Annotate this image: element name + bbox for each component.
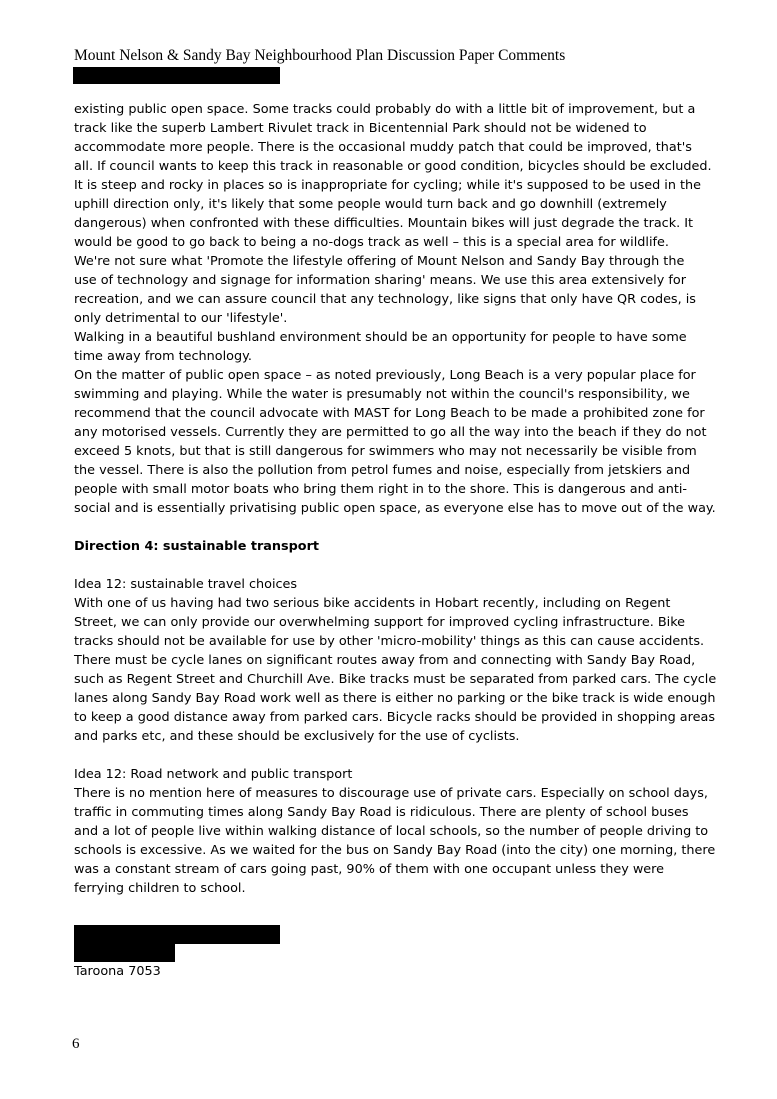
blank-line xyxy=(74,518,714,537)
text-line: ferrying children to school. xyxy=(74,881,246,896)
subheading: Idea 12: Road network and public transport xyxy=(74,767,353,782)
text-line: swimming and playing. While the water is presumably not within the council's responsibility, we xyxy=(74,387,690,402)
text-line: all. If council wants to keep this track in reasonable or good condition, bicycles should be excluded. xyxy=(74,159,712,174)
text-line: There must be cycle lanes on significant routes away from and connecting with Sandy Bay Road, xyxy=(74,653,696,668)
redacted-block-signature-name xyxy=(74,925,280,944)
text-line: people with small motor boats who bring them right in to the shore. This is dangerous and anti- xyxy=(74,482,688,497)
signature-location: Taroona 7053 xyxy=(74,964,161,979)
document-body xyxy=(74,100,717,898)
text-line: tracks should not be available for use by other 'micro-mobility' things as this can cause accidents. xyxy=(74,634,705,649)
text-line: schools is excessive. As we waited for the bus on Sandy Bay Road (into the city) one morning, there xyxy=(74,843,716,858)
text-line: to keep a good distance away from parked cars. Bicycle racks should be provided in shopping areas xyxy=(74,710,715,725)
text-line: was a constant stream of cars going past, 90% of them with one occupant unless they were xyxy=(74,862,665,877)
text-line: any motorised vessels. Currently they are permitted to go all the way into the beach if they do not xyxy=(74,425,707,440)
text-line: lanes along Sandy Bay Road work well as there is either no parking or the bike track is wide enough xyxy=(74,691,716,706)
section-heading: Direction 4: sustainable transport xyxy=(74,539,320,554)
text-line: use of technology and signage for information sharing' means. We use this area extensively for xyxy=(74,273,686,288)
text-line: With one of us having had two serious bike accidents in Hobart recently, including on Regent xyxy=(74,596,671,611)
redacted-block-header xyxy=(73,67,280,84)
text-line: time away from technology. xyxy=(74,349,252,364)
text-line: It is steep and rocky in places so is inappropriate for cycling; while it's supposed to be used in the xyxy=(74,178,702,193)
text-line: track like the superb Lambert Rivulet track in Bicentennial Park should not be widened to xyxy=(74,121,647,136)
text-line: and a lot of people live within walking distance of local schools, so the number of people driving to xyxy=(74,824,709,839)
text-line: would be good to go back to being a no-dogs track as well – this is a special area for wildlife. xyxy=(74,235,669,250)
text-line: only detrimental to our 'lifestyle'. xyxy=(74,311,288,326)
text-line: Street, we can only provide our overwhelming support for improved cycling infrastructure. Bike xyxy=(74,615,686,630)
text-line: Walking in a beautiful bushland environment should be an opportunity for people to have some xyxy=(74,330,687,345)
text-line: exceed 5 knots, but that is still dangerous for swimmers who may not necessarily be visible from xyxy=(74,444,697,459)
text-line: There is no mention here of measures to discourage use of private cars. Especially on school days, xyxy=(74,786,708,801)
subheading: Idea 12: sustainable travel choices xyxy=(74,577,298,592)
blank-line xyxy=(74,556,714,575)
text-line: and parks etc, and these should be exclusively for the use of cyclists. xyxy=(74,729,520,744)
text-line: such as Regent Street and Churchill Ave. Bike tracks must be separated from parked cars. The cycle xyxy=(74,672,717,687)
blank-line xyxy=(74,746,714,765)
text-line: existing public open space. Some tracks could probably do with a little bit of improvement, but a xyxy=(74,102,696,117)
text-line: We're not sure what 'Promote the lifestyle offering of Mount Nelson and Sandy Bay through the xyxy=(74,254,685,269)
text-line: uphill direction only, it's likely that some people would turn back and go downhill (extremely xyxy=(74,197,667,212)
text-line: accommodate more people. There is the occasional muddy patch that could be improved, that's xyxy=(74,140,692,155)
document-header: Mount Nelson & Sandy Bay Neighbourhood Plan Discussion Paper Comments xyxy=(74,47,566,64)
text-line: recommend that the council advocate with MAST for Long Beach to be made a prohibited zone for xyxy=(74,406,705,421)
redacted-block-signature-line2 xyxy=(74,944,175,962)
text-line: dangerous) when confronted with these difficulties. Mountain bikes will just degrade the track. It xyxy=(74,216,694,231)
text-line: traffic in commuting times along Sandy Bay Road is ridiculous. There are plenty of school buses xyxy=(74,805,689,820)
text-line: recreation, and we can assure council that any technology, like signs that only have QR codes, is xyxy=(74,292,696,307)
text-line: social and is essentially privatising public open space, as everyone else has to move out of the way. xyxy=(74,501,716,516)
page-number: 6 xyxy=(72,1036,80,1052)
text-line: On the matter of public open space – as noted previously, Long Beach is a very popular place for xyxy=(74,368,696,383)
text-line: the vessel. There is also the pollution from petrol fumes and noise, especially from jetskiers and xyxy=(74,463,691,478)
